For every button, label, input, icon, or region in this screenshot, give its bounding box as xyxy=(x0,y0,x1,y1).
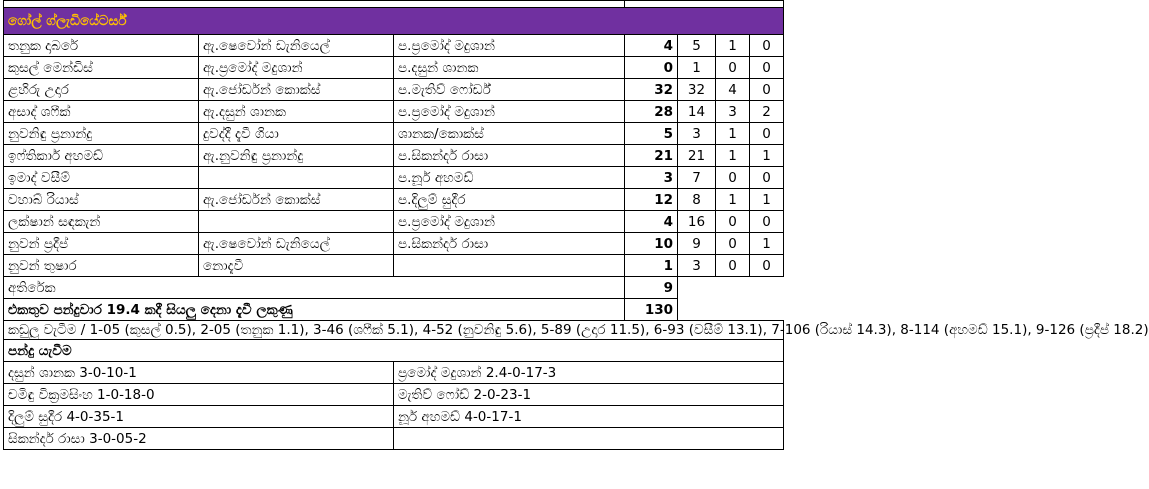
balls: 8 xyxy=(678,189,716,211)
batsman-name: නුවනිඳු ප්‍රනාන්දු xyxy=(4,123,199,145)
dismissal-bowler: ප.නූර් අහමඩ් xyxy=(394,167,625,189)
balls: 7 xyxy=(678,167,716,189)
batsman-name: ඉමාද් වසීම් xyxy=(4,167,199,189)
fours: 0 xyxy=(716,167,750,189)
dismissal-bowler: ප.සිකන්දර් රාසා xyxy=(394,145,625,167)
batsman-name: තනුක දාබරේ xyxy=(4,35,199,57)
runs: 4 xyxy=(625,211,678,233)
batting-row xyxy=(4,101,784,123)
balls: 3 xyxy=(678,255,716,277)
fours: 0 xyxy=(716,255,750,277)
batsman-name: ලක්ෂාන් සඳකැන් xyxy=(4,211,199,233)
balls: 21 xyxy=(678,145,716,167)
sixes: 0 xyxy=(750,167,784,189)
balls: 1 xyxy=(678,57,716,79)
balls: 5 xyxy=(678,35,716,57)
fall-of-wickets-row xyxy=(4,321,784,340)
balls: 16 xyxy=(678,211,716,233)
dismissal-catch: ඇ.ජෝර්ඩන් කොක්ස් xyxy=(199,189,394,211)
fours: 1 xyxy=(716,145,750,167)
fall-of-wickets: කඩුලු වැටීම / 1-05 (කුසල් 0.5), 2-05 (තනුක 1.1), 3-46 (ශෆීක් 5.1), 4-52 (නුවනිඳු 5.6), 5-89 (උදාර 11.5), 6-93 (වසීම් 13.1), 7-106 (රියාස් 14.3), 8-114 (අහමඩ් 15.1), 9-126 (ප්‍රදීප් 18.2) xyxy=(4,321,784,340)
dismissal-catch: ඇ.ෂෙවෝන් ඩැනියෙල් xyxy=(199,233,394,255)
batting-row xyxy=(4,189,784,211)
sixes: 0 xyxy=(750,255,784,277)
fours: 3 xyxy=(716,101,750,123)
batting-row xyxy=(4,233,784,255)
dismissal-bowler: ප.මැතිව් ෆෝර්ඩ් xyxy=(394,79,625,101)
batting-row xyxy=(4,57,784,79)
dismissal-bowler: ප.ප්‍රමෝද් මදුශාන් xyxy=(394,101,625,123)
batting-row xyxy=(4,79,784,101)
bowling-row xyxy=(4,406,784,428)
bowling-header-row xyxy=(4,340,784,362)
dismissal-catch xyxy=(199,211,394,233)
dismissal-bowler xyxy=(394,255,625,277)
scorecard-table xyxy=(3,0,1149,450)
batsman-name: අසාද් ශෆීක් xyxy=(4,101,199,123)
runs: 4 xyxy=(625,35,678,57)
batting-row xyxy=(4,255,784,277)
dismissal-bowler: ප.ප්‍රමෝද් මදුශාන් xyxy=(394,211,625,233)
runs: 1 xyxy=(625,255,678,277)
dismissal-catch: ඇ.දසුන් ශානක xyxy=(199,101,394,123)
dismissal-bowler: ප.දිලුම් සුදීර xyxy=(394,189,625,211)
fours: 1 xyxy=(716,189,750,211)
dismissal-catch xyxy=(199,167,394,189)
dismissal-bowler: ප.දසුන් ශානක xyxy=(394,57,625,79)
runs: 5 xyxy=(625,123,678,145)
total-label: එකතුව පන්දුවාර 19.4 කදී සියලු දෙනා දැවී ලකුණු xyxy=(4,299,625,321)
bowler-figures: මැතිව් ෆෝඩ් 2-0-23-1 xyxy=(394,384,784,406)
batting-row xyxy=(4,123,784,145)
extras-row xyxy=(4,277,784,299)
runs: 10 xyxy=(625,233,678,255)
sixes: 1 xyxy=(750,145,784,167)
bowler-figures: දසුන් ශානක 3-0-10-1 xyxy=(4,362,394,384)
fours: 4 xyxy=(716,79,750,101)
runs: 0 xyxy=(625,57,678,79)
batting-row xyxy=(4,211,784,233)
sixes: 0 xyxy=(750,123,784,145)
dismissal-catch: ඇ.ෂෙවෝන් ඩැනියෙල් xyxy=(199,35,394,57)
dismissal-bowler: ශානක/කොක්ස් xyxy=(394,123,625,145)
runs: 21 xyxy=(625,145,678,167)
top-strip-row xyxy=(4,1,784,8)
sixes: 0 xyxy=(750,211,784,233)
fours: 0 xyxy=(716,57,750,79)
runs: 3 xyxy=(625,167,678,189)
team-header-row xyxy=(4,8,784,35)
total-row xyxy=(4,299,784,321)
team-name: ගෝල් ග්ලැඩියේටර්ස් xyxy=(4,8,784,35)
batsman-name: නුවන් තුෂාර xyxy=(4,255,199,277)
balls: 3 xyxy=(678,123,716,145)
bowler-figures: නූර් අහමඩ් 4-0-17-1 xyxy=(394,406,784,428)
fours: 1 xyxy=(716,123,750,145)
bowling-header: පන්දු යැවීම xyxy=(4,340,784,362)
dismissal-bowler: ප.සිකන්දර් රාසා xyxy=(394,233,625,255)
batsman-name: නුවන් ප්‍රදීප් xyxy=(4,233,199,255)
balls: 9 xyxy=(678,233,716,255)
batting-row xyxy=(4,167,784,189)
batsman-name: වහාබ් රියාස් xyxy=(4,189,199,211)
extras-value: 9 xyxy=(625,277,678,299)
batsman-name: ඉෆ්තිකාර් අහමඩ් xyxy=(4,145,199,167)
total-value: 130 xyxy=(625,299,678,321)
bowler-figures xyxy=(394,428,784,450)
balls: 14 xyxy=(678,101,716,123)
bowler-figures: ප්‍රමෝද් මදුශාන් 2.4-0-17-3 xyxy=(394,362,784,384)
bowling-row xyxy=(4,428,784,450)
sixes: 0 xyxy=(750,79,784,101)
balls: 32 xyxy=(678,79,716,101)
batting-row xyxy=(4,35,784,57)
sixes: 1 xyxy=(750,233,784,255)
bowling-row xyxy=(4,384,784,406)
fours: 1 xyxy=(716,35,750,57)
dismissal-bowler: ප.ප්‍රමෝද් මදුශාන් xyxy=(394,35,625,57)
runs: 12 xyxy=(625,189,678,211)
dismissal-catch: නොදැවී xyxy=(199,255,394,277)
batsman-name: කුසල් මෙන්ඩිස් xyxy=(4,57,199,79)
sixes: 1 xyxy=(750,189,784,211)
dismissal-catch: ඇ.ජෝර්ඩන් කොක්ස් xyxy=(199,79,394,101)
bowler-figures: සිකන්දර් රාසා 3-0-05-2 xyxy=(4,428,394,450)
dismissal-catch: ඇ.නුවනිඳු ප්‍රනාන්දු xyxy=(199,145,394,167)
dismissal-catch: දුවද්දී දැවී ගියා xyxy=(199,123,394,145)
runs: 28 xyxy=(625,101,678,123)
dismissal-catch: ඇ.ප්‍රමෝද් මදුශාන් xyxy=(199,57,394,79)
sixes: 0 xyxy=(750,57,784,79)
extras-label: අතිරේක xyxy=(4,277,625,299)
batting-row xyxy=(4,145,784,167)
runs: 32 xyxy=(625,79,678,101)
bowler-figures: දිලුම් සුදීර 4-0-35-1 xyxy=(4,406,394,428)
sixes: 2 xyxy=(750,101,784,123)
fours: 0 xyxy=(716,233,750,255)
fours: 0 xyxy=(716,211,750,233)
bowling-row xyxy=(4,362,784,384)
sixes: 0 xyxy=(750,35,784,57)
batsman-name: ළහිරු උදාර xyxy=(4,79,199,101)
bowler-figures: චමිඳු වික්‍රමසිංහ 1-0-18-0 xyxy=(4,384,394,406)
